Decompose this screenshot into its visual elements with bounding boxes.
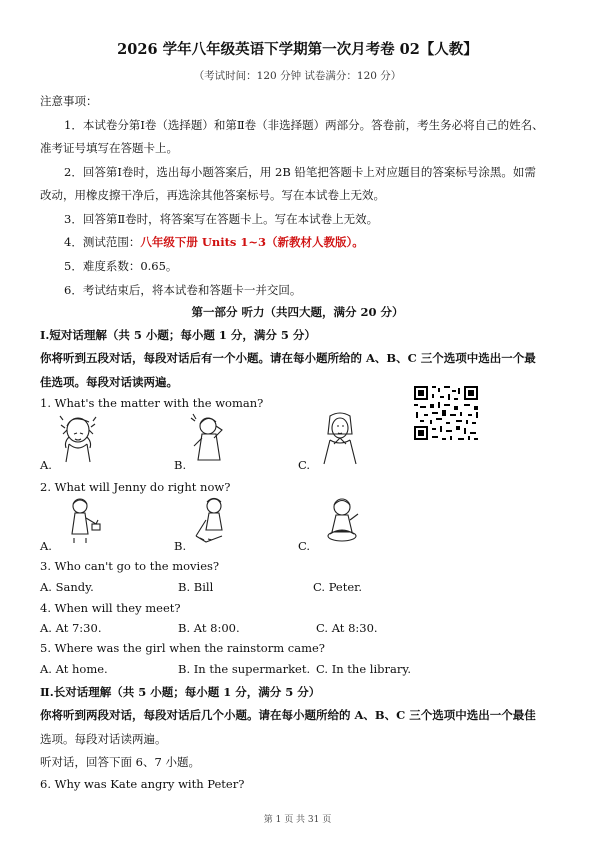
notes-heading: 注意事项：	[40, 94, 98, 108]
woman-toothache-illustration	[188, 412, 232, 464]
q3-option-b: B. Bill	[178, 580, 214, 594]
q1-option-b: B.	[174, 458, 187, 472]
section1-instructions-cont: 佳选项。每段对话读两遍。	[40, 375, 178, 389]
question-3: 3. Who can't go to the movies?	[40, 559, 220, 573]
question-6: 6. Why was Kate angry with Peter?	[40, 777, 245, 791]
q5-option-c: C. In the library.	[316, 662, 411, 676]
test-scope-highlight: 八年级下册 Units 1~3（新教材人教版）。	[140, 235, 364, 249]
part1-heading: 第一部分 听力（共四大题，满分 20 分）	[191, 305, 404, 319]
section1-instructions: 你将听到五段对话，每段对话后有一个小题。请在每小题所给的 A、B、C 三个选项中选出一个最	[40, 351, 536, 365]
question-1: 1. What's the matter with the woman?	[40, 396, 264, 410]
q4-option-c: C. At 8:30.	[316, 621, 378, 635]
note-item-3: 3．回答第Ⅱ卷时，将答案写在答题卡上。写在本试卷上无效。	[64, 212, 379, 226]
q3-option-c: C. Peter.	[313, 580, 363, 594]
q1-option-a: A.	[40, 458, 52, 472]
girl-watering-illustration	[62, 496, 102, 544]
woman-sore-throat-illustration	[318, 410, 364, 466]
woman-headache-illustration	[58, 412, 100, 464]
note-item-2: 2．回答第Ⅰ卷时，选出每小题答案后，用 2B 铅笔把答题卡上对应题目的答案标号涂黑。如需	[64, 165, 536, 179]
dialogue-intro: 听对话，回答下面 6、7 小题。	[40, 755, 200, 769]
q4-option-b: B. At 8:00.	[178, 621, 240, 635]
section1-heading: Ⅰ.短对话理解（共 5 小题；每小题 1 分，满分 5 分）	[40, 328, 316, 342]
question-4: 4. When will they meet?	[40, 601, 181, 615]
exam-info: （考试时间：120 分钟 试卷满分：120 分）	[193, 70, 402, 82]
q2-option-b: B.	[174, 539, 187, 553]
section2-instructions: 你将听到两段对话，每段对话后几个小题。请在每小题所给的 A、B、C 三个选项中选出一个最佳	[40, 708, 536, 722]
girl-cleaning-illustration	[192, 496, 238, 544]
q1-option-c: C.	[298, 458, 311, 472]
q3-option-a: A. Sandy.	[40, 580, 94, 594]
q2-option-c: C.	[298, 539, 311, 553]
note-item-5: 5．难度系数：0.65。	[64, 259, 178, 273]
note-item-2-cont: 改动，用橡皮擦干净后，再选涂其他答案标号。写在本试卷上无效。	[40, 188, 385, 202]
note-item-4-label: 4．测试范围：	[64, 235, 141, 249]
note-item-6: 6．考试结束后，将本试卷和答题卡一并交回。	[64, 283, 302, 297]
note-item-4	[64, 234, 364, 250]
q5-option-b: B. In the supermarket.	[178, 662, 311, 676]
q5-option-a: A. At home.	[40, 662, 108, 676]
q2-option-a: A.	[40, 539, 52, 553]
note-item-1-cont: 准考证号填写在答题卡上。	[40, 141, 178, 155]
note-item-1: 1．本试卷分第Ⅰ卷（选择题）和第Ⅱ卷（非选择题）两部分。答卷前，考生务必将自己的姓名、	[64, 118, 544, 132]
page-number: 第 1 页 共 31 页	[263, 815, 332, 825]
question-5: 5. Where was the girl when the rainstorm came?	[40, 641, 325, 655]
q4-option-a: A. At 7:30.	[40, 621, 102, 635]
page-title: 2026 学年八年级英语下学期第一次月考卷 02【人教】	[117, 41, 478, 58]
section2-heading: Ⅱ.长对话理解（共 5 小题；每小题 1 分，满分 5 分）	[40, 685, 321, 699]
question-2: 2. What will Jenny do right now?	[40, 480, 231, 494]
qr-code-icon	[412, 384, 480, 442]
girl-eating-illustration	[320, 496, 364, 544]
section2-instructions-cont: 选项。每段对话读两遍。	[40, 732, 167, 746]
